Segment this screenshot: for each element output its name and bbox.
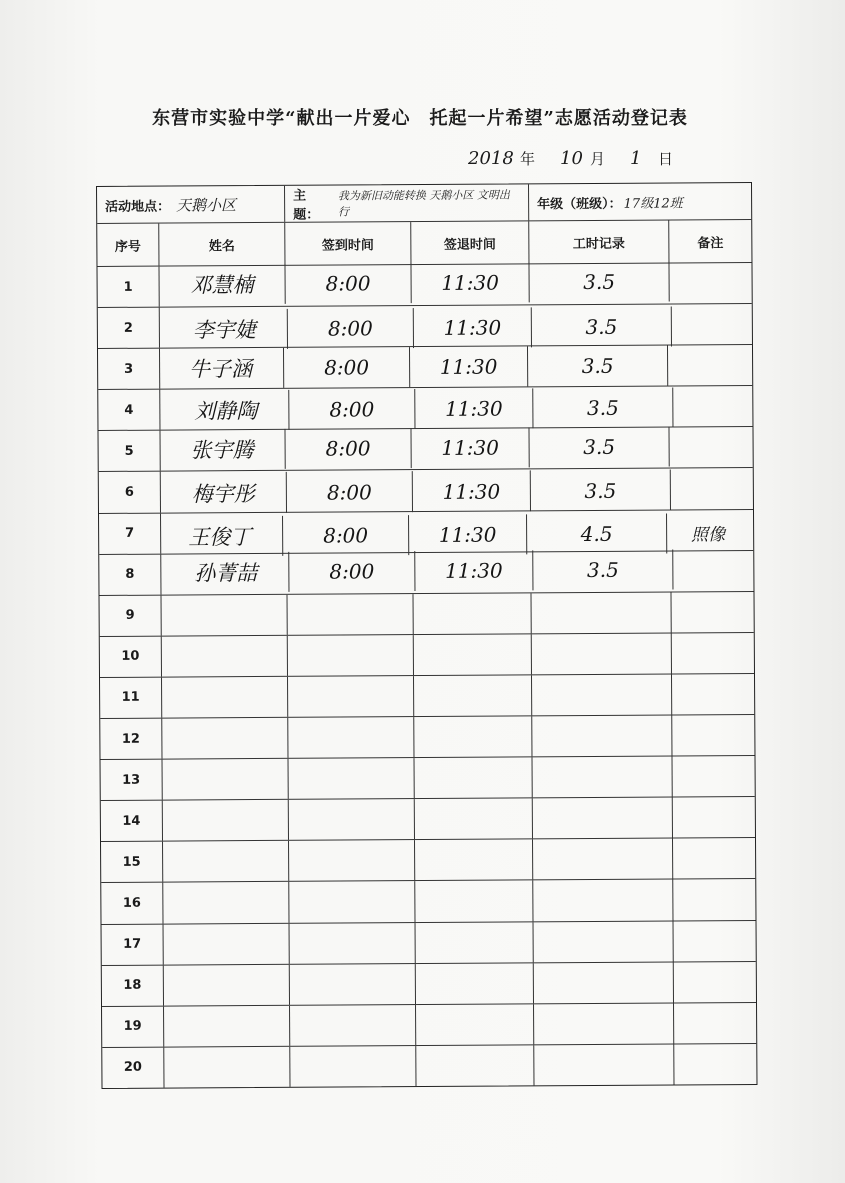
row-name — [163, 759, 289, 800]
table-row — [101, 756, 755, 801]
row-signin-time — [287, 594, 413, 635]
theme-cell — [285, 184, 529, 221]
form-date — [462, 146, 692, 172]
table-row — [102, 1044, 756, 1088]
row-note — [672, 756, 754, 797]
row-number: 15 — [101, 842, 163, 882]
row-name: 邓慧楠 — [159, 264, 285, 305]
row-work-hours — [531, 592, 671, 633]
row-note — [669, 261, 751, 302]
row-number: 3 — [98, 349, 160, 389]
row-number: 10 — [100, 636, 162, 676]
row-name: 牛子涵 — [158, 348, 284, 389]
row-signout-time: 11:30 — [411, 262, 529, 303]
row-signin-time — [290, 1046, 416, 1087]
row-number: 19 — [102, 1006, 164, 1046]
row-signin-time — [289, 758, 415, 799]
row-number: 2 — [98, 308, 160, 348]
row-note — [672, 715, 754, 756]
row-number: 11 — [100, 678, 162, 718]
table-row — [101, 879, 755, 924]
row-signin-time: 8:00 — [289, 389, 415, 430]
row-signout-time — [416, 1004, 534, 1045]
row-name: 孙菁喆 — [163, 551, 289, 592]
row-name — [164, 964, 290, 1005]
table-row — [98, 386, 752, 431]
row-note — [668, 345, 750, 386]
row-work-hours — [532, 674, 672, 715]
row-name — [163, 800, 289, 841]
row-name — [162, 677, 288, 718]
table-row — [98, 345, 752, 390]
column-header-signout: 签退时间 — [411, 221, 529, 264]
row-work-hours: 3.5 — [529, 427, 669, 468]
row-signout-time — [414, 675, 532, 716]
row-note — [674, 1003, 756, 1044]
table-row — [101, 797, 755, 842]
row-number: 4 — [98, 390, 160, 430]
row-number: 6 — [99, 472, 161, 512]
row-work-hours — [532, 716, 672, 757]
form-title: 东营市实验中学“献出一片爱心 托起一片希望”志愿活动登记表 — [152, 108, 688, 129]
row-work-hours — [534, 1044, 674, 1085]
table-body — [97, 263, 756, 1088]
row-signin-time — [288, 717, 414, 758]
row-signout-time: 11:30 — [414, 307, 532, 348]
row-work-hours — [532, 633, 672, 674]
table-row — [100, 633, 754, 678]
row-work-hours — [534, 1003, 674, 1044]
column-header-signin: 签到时间 — [285, 222, 411, 265]
theme-value: 我为新旧动能转换 天鹅小区 文明出行 — [337, 188, 510, 219]
row-name — [162, 636, 288, 677]
row-signout-time: 11:30 — [410, 347, 528, 388]
table-row — [100, 715, 754, 760]
row-work-hours: 3.5 — [528, 346, 668, 387]
table-row — [100, 592, 754, 637]
row-signin-time — [290, 1005, 416, 1046]
date-month: 10 — [560, 148, 583, 169]
date-year: 2018 — [468, 148, 514, 169]
row-signout-time — [416, 922, 534, 963]
row-work-hours: 3.5 — [532, 307, 672, 348]
column-header-no: 序号 — [97, 224, 159, 266]
row-signout-time — [414, 634, 532, 675]
row-signout-time — [416, 963, 534, 1004]
row-work-hours — [532, 757, 672, 798]
row-note — [671, 469, 753, 510]
row-signin-time: 8:00 — [287, 472, 413, 513]
row-work-hours: 3.5 — [529, 261, 669, 302]
row-note — [669, 426, 751, 467]
row-signout-time: 11:30 — [413, 471, 531, 512]
row-signout-time — [415, 881, 533, 922]
row-signin-time: 8:00 — [289, 551, 415, 592]
table-row — [99, 551, 753, 596]
row-name — [162, 718, 288, 759]
row-signin-time — [289, 840, 415, 881]
row-signout-time — [415, 757, 533, 798]
row-number: 16 — [101, 883, 163, 923]
row-note — [672, 633, 754, 674]
row-work-hours: 3.5 — [533, 388, 673, 429]
location-label: 活动地点： — [105, 199, 171, 215]
table-row — [102, 920, 756, 965]
row-work-hours — [534, 921, 674, 962]
row-number: 18 — [102, 965, 164, 1005]
row-signin-time — [288, 635, 414, 676]
date-day-unit: 日 — [658, 150, 674, 168]
row-note — [674, 920, 756, 961]
table-row — [99, 468, 753, 513]
row-note — [673, 387, 755, 428]
row-name: 梅宇彤 — [161, 472, 287, 513]
row-signout-time — [416, 1045, 534, 1086]
row-number: 12 — [100, 719, 162, 759]
row-note — [673, 549, 755, 590]
row-signout-time — [415, 799, 533, 840]
row-number: 20 — [102, 1047, 164, 1087]
row-note — [673, 838, 755, 879]
row-name — [164, 923, 290, 964]
row-number: 14 — [101, 801, 163, 841]
table-row — [98, 304, 752, 349]
row-signin-time — [290, 964, 416, 1005]
row-work-hours: 4.5 — [527, 513, 667, 554]
row-name — [162, 595, 288, 636]
row-note — [672, 674, 754, 715]
grade-label: 年级（班级）： — [537, 196, 622, 212]
date-year-unit: 年 — [520, 150, 536, 168]
row-number: 1 — [97, 267, 159, 307]
row-signin-time — [288, 676, 414, 717]
row-note — [674, 1044, 756, 1085]
row-name: 张宇腾 — [159, 429, 285, 470]
row-name: 王俊丁 — [157, 515, 283, 556]
date-day: 1 — [630, 148, 642, 169]
row-work-hours — [534, 962, 674, 1003]
location-value: 天鹅小区 — [176, 195, 237, 215]
row-name — [163, 882, 289, 923]
row-signout-time — [414, 716, 532, 757]
date-month-unit: 月 — [590, 150, 606, 168]
row-work-hours: 3.5 — [531, 470, 671, 511]
row-number: 13 — [101, 760, 163, 800]
table-row — [102, 962, 756, 1007]
row-name — [163, 841, 289, 882]
row-note — [671, 592, 753, 633]
table-row — [102, 1003, 756, 1048]
row-name — [164, 1047, 290, 1088]
row-number: 17 — [102, 924, 164, 964]
theme-label: 主题： — [293, 188, 320, 223]
row-signin-time — [289, 881, 415, 922]
info-row — [97, 183, 751, 224]
row-work-hours — [533, 839, 673, 880]
row-signin-time: 8:00 — [284, 347, 410, 388]
table-row — [99, 510, 753, 555]
table-row — [101, 838, 755, 883]
row-name: 李宇婕 — [162, 309, 288, 350]
table-row — [100, 674, 754, 719]
row-signout-time — [413, 593, 531, 634]
column-header-note: 备注 — [697, 235, 724, 251]
registration-table — [96, 182, 758, 1089]
column-header-row — [97, 220, 751, 267]
table-row — [97, 263, 751, 308]
row-work-hours — [533, 880, 673, 921]
row-signin-time — [290, 923, 416, 964]
table-row — [98, 427, 752, 472]
row-signin-time — [289, 799, 415, 840]
row-number: 8 — [99, 554, 161, 594]
row-name: 刘静陶 — [163, 390, 289, 431]
row-signout-time: 11:30 — [415, 389, 533, 430]
row-work-hours: 3.5 — [533, 549, 673, 590]
row-note — [673, 797, 755, 838]
row-note: 照像 — [691, 525, 726, 546]
row-note — [674, 962, 756, 1003]
row-number: 9 — [100, 595, 162, 635]
row-signout-time: 11:30 — [411, 428, 529, 469]
row-signout-time — [415, 840, 533, 881]
grade-cell — [529, 183, 751, 220]
column-header-hours: 工时记录 — [529, 220, 669, 263]
row-signout-time: 11:30 — [415, 550, 533, 591]
row-number: 7 — [99, 513, 161, 553]
row-number: 5 — [98, 431, 160, 471]
row-work-hours — [533, 798, 673, 839]
row-note — [672, 306, 754, 347]
grade-value: 17级12班 — [623, 195, 683, 212]
row-note — [673, 879, 755, 920]
row-name — [164, 1006, 290, 1047]
row-signin-time: 8:00 — [283, 515, 409, 556]
row-signin-time: 8:00 — [285, 428, 411, 469]
location-cell — [97, 186, 285, 223]
row-signin-time: 8:00 — [288, 308, 414, 349]
column-header-name: 姓名 — [159, 223, 285, 266]
row-signin-time: 8:00 — [285, 263, 411, 304]
row-signout-time: 11:30 — [409, 514, 527, 555]
